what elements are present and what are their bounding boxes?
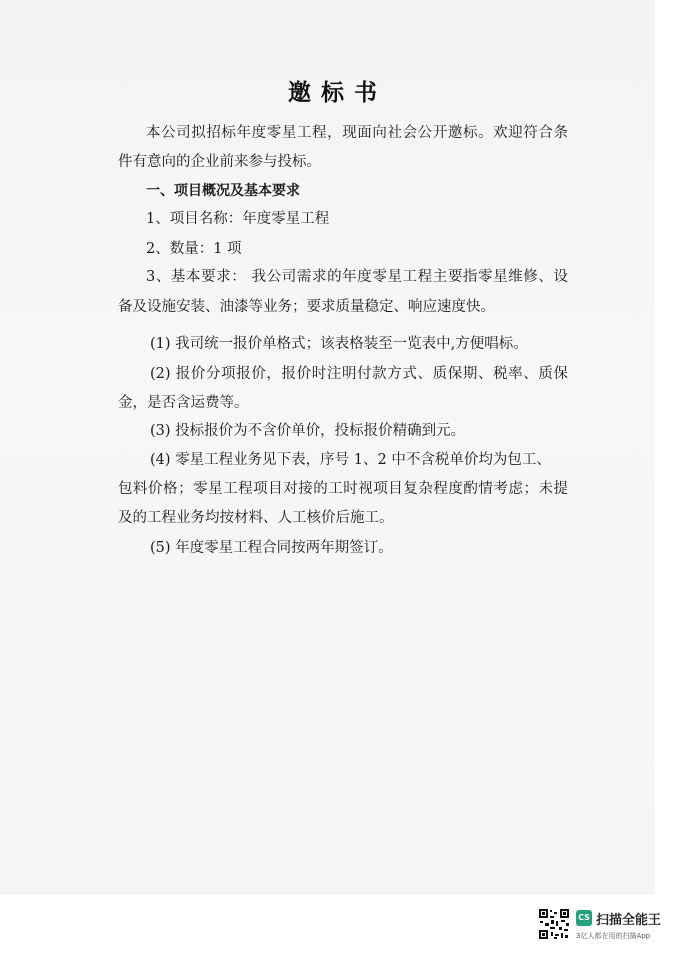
item-basic-requirements-line-2: 备及设施安装、油漆等业务；要求质量稳定、响应速度快。 (118, 299, 495, 315)
intro-paragraph-line-2: 件有意向的企业前来参与投标。 (118, 154, 321, 170)
requirement-4-line-1: (4) 零星工程业务见下表，序号 1、2 中不含税单价均为包工、 (150, 452, 551, 468)
requirement-3: (3) 投标报价为不含价单价，投标报价精确到元。 (150, 423, 466, 439)
requirement-4-line-3: 及的工程业务均按材料、人工核价后施工。 (118, 510, 394, 526)
requirement-5: (5) 年度零星工程合同按两年期签订。 (150, 540, 393, 556)
requirement-4-line-2: 包料价格；零星工程项目对接的工时视项目复杂程度酌情考虑；未提 (118, 481, 568, 497)
requirement-2-line-1: (2) 报价分项报价，报价时注明付款方式、质保期、税率、质保 (150, 366, 568, 382)
camscanner-logo-icon: CS (576, 910, 592, 926)
scanner-watermark-badge (538, 908, 670, 944)
item-basic-requirements-line-1: 3、基本要求： 我公司需求的年度零星工程主要指零星维修、设 (146, 269, 568, 285)
requirement-2-line-2: 金，是否含运费等。 (118, 395, 249, 411)
requirement-1: (1) 我司统一报价单格式；该表格装至一览表中,方便唱标。 (150, 336, 528, 352)
item-quantity: 2、数量：1 项 (146, 241, 242, 257)
scanner-slogan: 3亿人都在用的扫描App (576, 932, 651, 940)
item-project-name: 1、项目名称：年度零星工程 (146, 211, 330, 227)
intro-paragraph-line-1: 本公司拟招标年度零星工程，现面向社会公开邀标。欢迎符合条 (146, 125, 568, 141)
document-title: 邀标书 (288, 80, 387, 106)
section-heading: 一、项目概况及基本要求 (146, 183, 300, 199)
qr-code-icon (538, 908, 570, 940)
scanner-app-name: 扫描全能王 (596, 913, 662, 928)
